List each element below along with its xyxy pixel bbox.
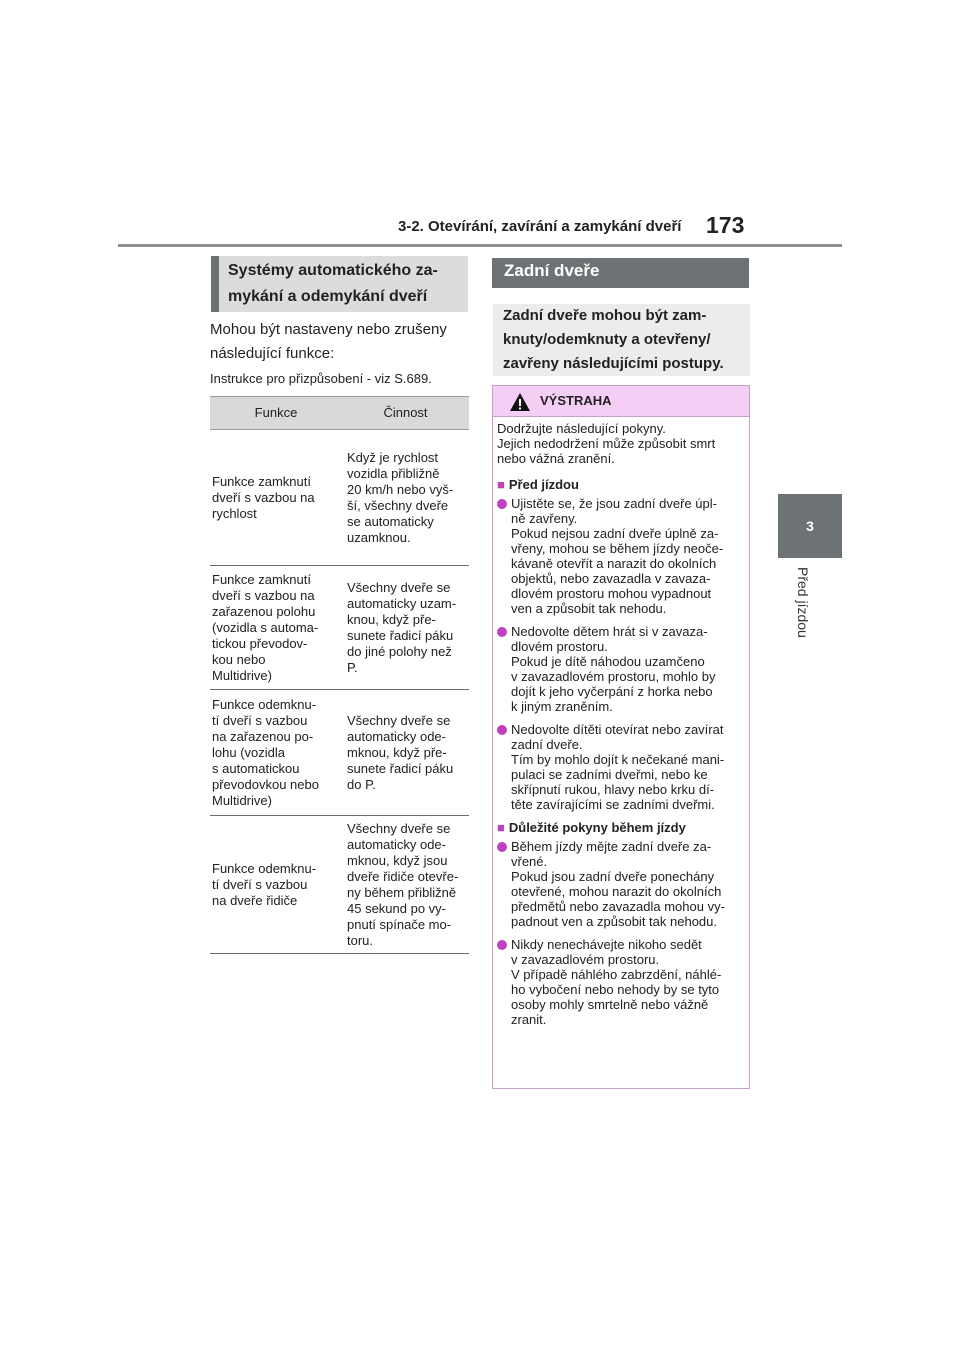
header-divider bbox=[118, 244, 842, 247]
table-row bbox=[210, 430, 469, 566]
page-number: 173 bbox=[706, 212, 745, 238]
section-title-tailgate: Zadní dveře bbox=[492, 258, 749, 288]
table-cell-function: Funkce odemknu- tí dveří s vazbou na dveře řidiče bbox=[210, 816, 342, 954]
table-row bbox=[210, 690, 469, 816]
bullet-dot-icon bbox=[497, 627, 507, 637]
subsection-title-text: Zadní dveře mohou být zam- knuty/odemknuty a otevřeny/ zavřeny následujícími postupy. bbox=[503, 307, 724, 372]
warning-subheading bbox=[497, 477, 745, 492]
table-cell-action: Všechny dveře se automaticky ode- mknou, když jsou dveře řidiče otevře- ny během přibližně 45 sekund po vy- pnutí spínače mo- toru. bbox=[342, 816, 469, 954]
intro-text: Mohou být nastaveny nebo zrušeny následující funkce: bbox=[210, 321, 447, 362]
section-title-auto-lock bbox=[211, 256, 468, 312]
warning-triangle-icon bbox=[509, 392, 531, 412]
subsection-title bbox=[493, 304, 750, 376]
table-header-row bbox=[210, 397, 469, 430]
bullet-dot-icon bbox=[497, 499, 507, 509]
bullet-dot-icon bbox=[497, 940, 507, 950]
warning-subheading-text: Důležité pokyny během jízdy bbox=[508, 820, 686, 835]
warning-item bbox=[497, 496, 745, 616]
warning-item bbox=[497, 839, 745, 929]
warning-item-text: Ujistěte se, že jsou zadní dveře úpl- ně zavřeny. Pokud nejsou zadní dveře úplně za- vřeny, mohou se během jízdy neoče- kávaně otevřít a narazit do okolních objektů, nebo zavazadla v zavaza- dlovém prostoru mohou vypadnout ven a způsobit tak nehodu. bbox=[511, 496, 724, 616]
warning-item bbox=[497, 624, 745, 714]
warning-header bbox=[493, 386, 749, 417]
warning-body bbox=[493, 417, 749, 1027]
customization-note: Instrukce pro přizpůsobení - viz S.689. bbox=[210, 371, 432, 386]
chapter-tab-label: Před jízdou bbox=[795, 567, 811, 638]
table-header-function: Funkce bbox=[210, 397, 342, 430]
square-bullet-icon: ■ bbox=[497, 477, 505, 492]
warning-item-text: Nedovolte dětem hrát si v zavaza- dlovém prostoru. Pokud je dítě náhodou uzamčeno v zavazadlovém prostoru, mohlo by dojít k jeho vyčerpání z horka nebo k jiným zraněním. bbox=[511, 624, 716, 714]
table-cell-action: Všechny dveře se automaticky uzam- knou, když pře- sunete řadicí páku do jiné polohy než P. bbox=[342, 566, 469, 690]
warning-title: VÝSTRAHA bbox=[540, 393, 612, 408]
warning-item bbox=[497, 937, 745, 1027]
warning-subheading-text: Před jízdou bbox=[508, 477, 579, 492]
table-cell-function: Funkce zamknutí dveří s vazbou na zařazenou polohu (vozidla s automa- tickou převodov- kou nebo Multidrive) bbox=[210, 566, 342, 690]
warning-item-text: Během jízdy mějte zadní dveře za- vřené. Pokud jsou zadní dveře ponechány otevřené, mohou narazit do okolních předmětů nebo zavazadla mohou vy- padnout ven a způsobit tak nehodu. bbox=[511, 839, 725, 929]
function-table bbox=[210, 396, 469, 954]
bullet-dot-icon bbox=[497, 842, 507, 852]
table-cell-action: Všechny dveře se automaticky ode- mknou, když pře- sunete řadicí páku do P. bbox=[342, 690, 469, 816]
warning-item-text: Nedovolte dítěti otevírat nebo zavírat zadní dveře. Tím by mohlo dojít k nečekané mani- pulaci se zadními dveřmi, nebo ke skřípnutí rukou, hlavy nebo krku dí- těte zavírajícími se zadními dveřmi. bbox=[511, 722, 725, 812]
table-cell-function: Funkce zamknutí dveří s vazbou na rychlost bbox=[210, 430, 342, 566]
table-cell-function: Funkce odemknu- tí dveří s vazbou na zařazenou po- lohu (vozidla s automatickou převodovkou nebo Multidrive) bbox=[210, 690, 342, 816]
section-title-text: Systémy automatického za- mykání a odemykání dveří bbox=[228, 262, 438, 305]
table-header-action: Činnost bbox=[342, 397, 469, 430]
square-bullet-icon: ■ bbox=[497, 820, 505, 835]
warning-intro: Dodržujte následující pokyny. Jejich nedodržení může způsobit smrt nebo vážná zranění. bbox=[497, 421, 716, 466]
table-row bbox=[210, 816, 469, 954]
warning-box bbox=[492, 385, 750, 1089]
warning-item-text: Nikdy nenechávejte nikoho sedět v zavazadlovém prostoru. V případě náhlého zabrzdění, náhlé- ho vybočení nebo nehody by se tyto osoby mohly smrtelně nebo vážně zranit. bbox=[511, 937, 722, 1027]
chapter-tab[interactable]: 3 bbox=[778, 494, 842, 558]
bullet-dot-icon bbox=[497, 725, 507, 735]
chapter-title: 3-2. Otevírání, zavírání a zamykání dveří bbox=[398, 218, 682, 235]
table-row bbox=[210, 566, 469, 690]
warning-item bbox=[497, 722, 745, 812]
table-cell-action: Když je rychlost vozidla přibližně 20 km/h nebo vyš- ší, všechny dveře se automaticky uzamknou. bbox=[342, 430, 469, 566]
warning-subheading bbox=[497, 820, 745, 835]
